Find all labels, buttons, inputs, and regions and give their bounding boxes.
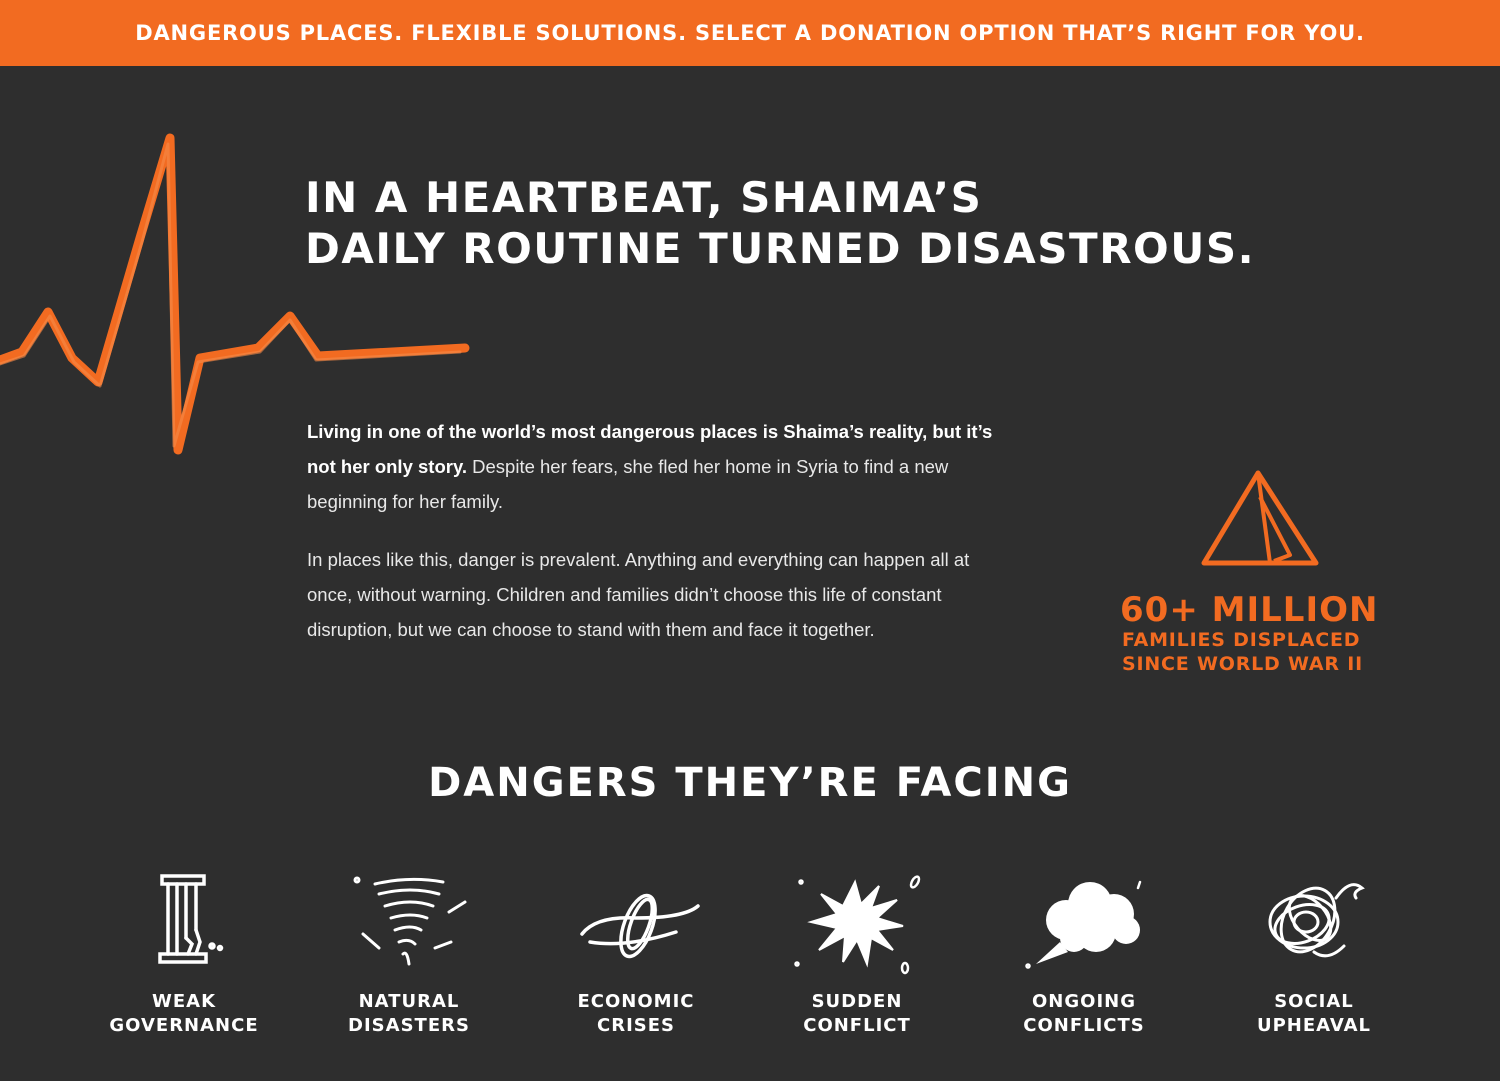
stat-caption-line-1: FAMILIES DISPLACED [1122, 629, 1361, 651]
danger-item-ongoing-conflicts [974, 868, 1194, 1038]
danger-label-line-1: WEAK [151, 991, 217, 1012]
page-headline [305, 172, 1405, 274]
danger-label-line-2: DISASTERS [348, 1015, 470, 1036]
story-paragraph-1-bold: Living in one of the world’s most dangerous places is Shaima’s reality, but it’s not her only story. [307, 421, 993, 477]
dangers-section-title: DANGERS THEY’RE FACING [428, 760, 1072, 806]
danger-label-line-2: GOVERNANCE [109, 1015, 259, 1036]
danger-label-line-2: CONFLICT [803, 1015, 911, 1036]
headline-line-2: DAILY ROUTINE TURNED DISASTROUS. [305, 224, 1256, 273]
danger-label-line-2: CONFLICTS [1023, 1015, 1145, 1036]
tornado-icon [339, 868, 479, 978]
danger-item-natural-disasters [299, 868, 519, 1038]
danger-item-social-upheaval [1204, 868, 1424, 1038]
headline-line-1: IN A HEARTBEAT, SHAIMA’S [305, 173, 983, 222]
danger-label-line-2: CRISES [597, 1015, 675, 1036]
danger-label-line-1: ECONOMIC [577, 991, 695, 1012]
donation-banner[interactable] [0, 0, 1500, 66]
stat-number: 60+ MILLION [1120, 590, 1379, 630]
spinning-coin-icon [566, 868, 706, 978]
danger-label-line-1: ONGOING [1032, 991, 1136, 1012]
story-paragraph-1-rest: Despite her fears, she fled her home in Syria to find a new beginning for her family. [307, 456, 949, 512]
danger-label-line-1: SOCIAL [1274, 991, 1354, 1012]
danger-item-economic-crises [526, 868, 746, 1038]
danger-label-line-2: UPHEAVAL [1257, 1015, 1371, 1036]
danger-item-weak-governance [74, 868, 294, 1038]
danger-label-line-1: SUDDEN [811, 991, 903, 1012]
story-text [307, 414, 997, 670]
stat-caption-line-2: SINCE WORLD WAR II [1122, 653, 1364, 675]
tent-icon [1198, 467, 1322, 567]
danger-label-line-1: NATURAL [358, 991, 460, 1012]
banner-text[interactable]: DANGEROUS PLACES. FLEXIBLE SOLUTIONS. SELECT A DONATION OPTION THAT’S RIGHT FOR YOU. [135, 21, 1365, 45]
explosion-icon [787, 868, 927, 978]
story-paragraph-1 [307, 414, 997, 519]
story-paragraph-2: In places like this, danger is prevalent. Anything and everything can happen all at once, without warning. Children and families didn’t choose this life of constant disruption, but we can choose to stand with them and face it together. [307, 549, 970, 640]
smoke-cloud-icon [1014, 868, 1154, 978]
danger-item-sudden-conflict [747, 868, 967, 1038]
broken-pillar-icon [114, 868, 254, 978]
tangled-scribble-icon [1244, 868, 1384, 978]
